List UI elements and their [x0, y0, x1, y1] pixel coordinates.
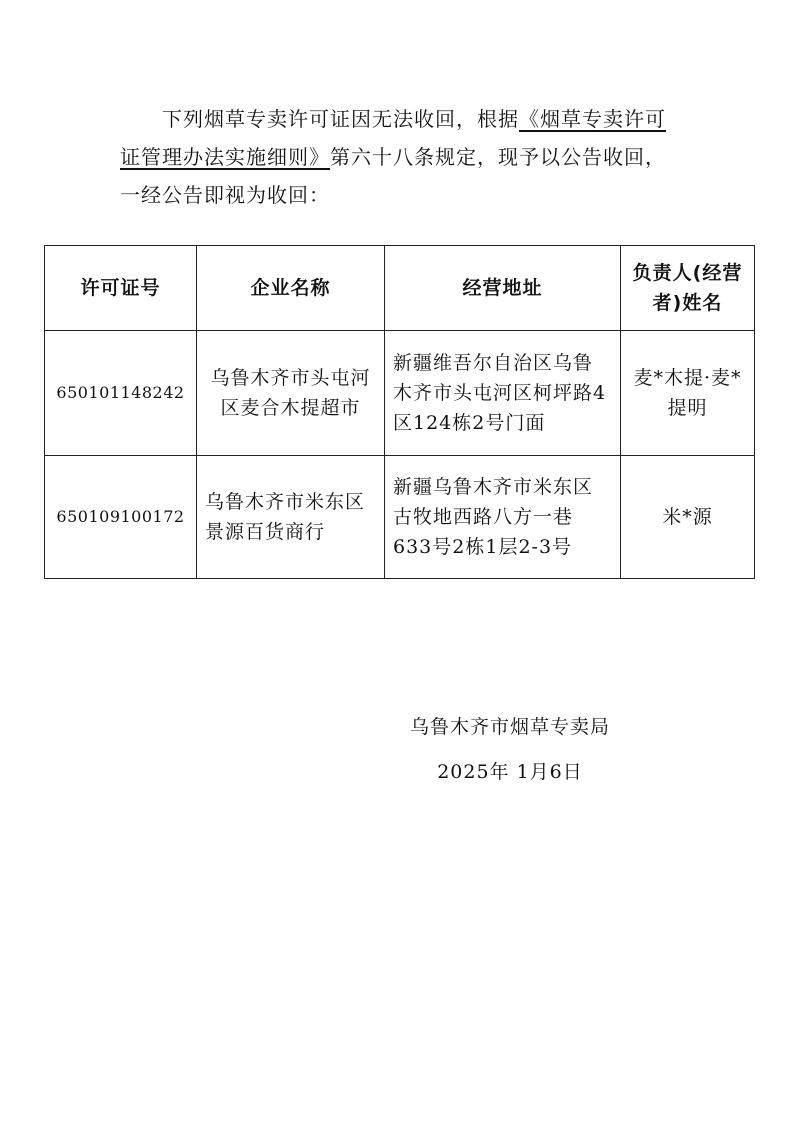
- cell-company: 乌鲁木齐市米东区景源百货商行: [197, 456, 385, 579]
- table-header-row: [45, 246, 755, 331]
- intro-text-after: 第六十八条规定，现予以公告收回，一经公告即视为收回：: [120, 145, 666, 207]
- header-person: 负责人(经营者)姓名: [621, 246, 755, 331]
- cell-company: 乌鲁木齐市头屯河区麦合木提超市: [197, 331, 385, 456]
- revoked-license-table: [44, 245, 755, 579]
- cited-regulation: 《烟草专卖许可证管理办法实施细则》: [120, 107, 666, 169]
- cell-person: 麦*木提·麦*提明: [621, 331, 755, 456]
- intro-text-before: 下列烟草专卖许可证因无法收回，根据: [162, 107, 519, 131]
- table-row: [45, 456, 755, 579]
- table-row: [45, 331, 755, 456]
- intro-paragraph: [120, 100, 680, 214]
- cell-person: 米*源: [621, 456, 755, 579]
- header-company: 企业名称: [197, 246, 385, 331]
- header-license-no: 许可证号: [45, 246, 197, 331]
- cell-address: 新疆乌鲁木齐市米东区古牧地西路八方一巷633号2栋1层2-3号: [385, 456, 621, 579]
- cell-address: 新疆维吾尔自治区乌鲁木齐市头屯河区柯坪路4区124栋2号门面: [385, 331, 621, 456]
- issue-date: 2025年 1月6日: [437, 761, 583, 783]
- cell-license-no: 650101148242: [45, 331, 197, 456]
- issuing-organization: 乌鲁木齐市烟草专卖局: [409, 716, 610, 738]
- header-address: 经营地址: [385, 246, 621, 331]
- cell-license-no: 650109100172: [45, 456, 197, 579]
